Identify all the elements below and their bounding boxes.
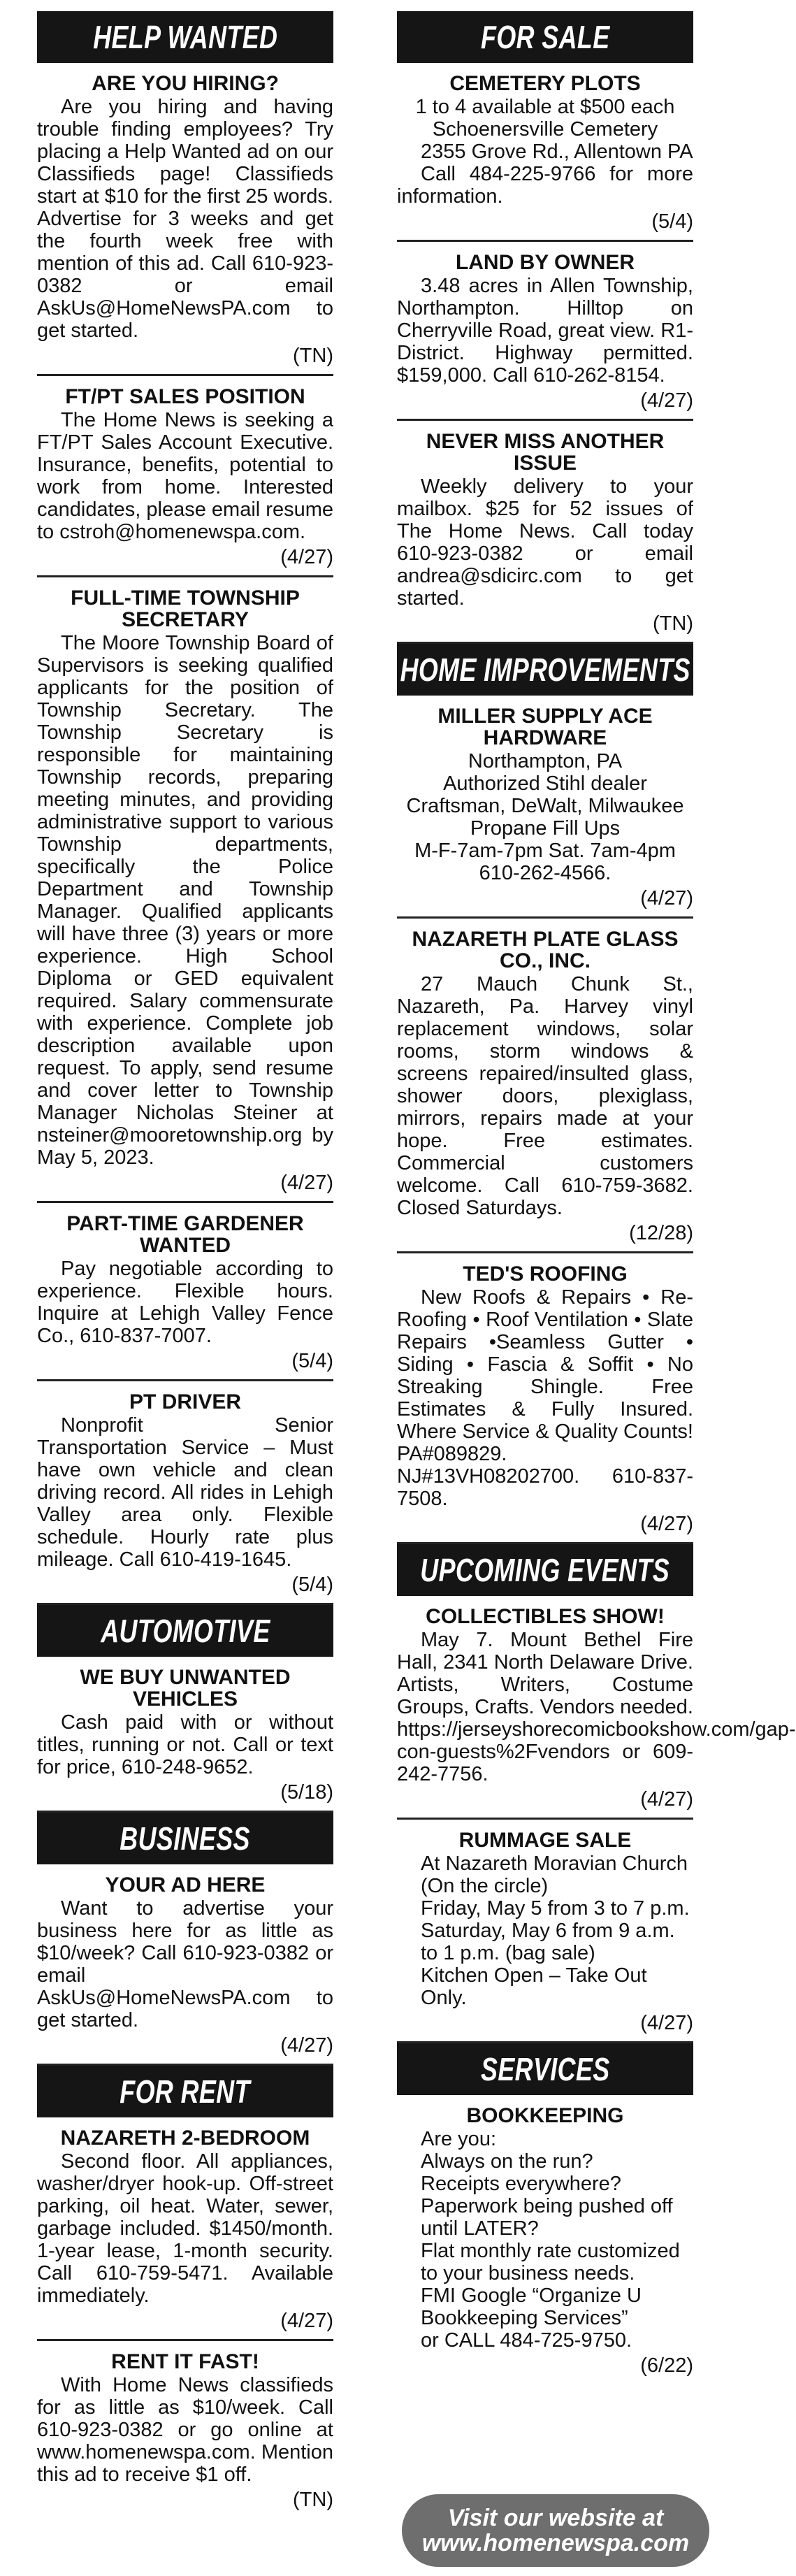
ad-date: (4/27) bbox=[640, 1788, 693, 1811]
website-badge-line1: Visit our website at bbox=[447, 2505, 664, 2531]
ad-title: YOUR AD HERE bbox=[105, 1873, 266, 1897]
ad-township-secretary bbox=[37, 577, 333, 1203]
ad-line: Northampton, PA bbox=[468, 750, 623, 772]
ad-pt-driver bbox=[37, 1381, 333, 1605]
ad-body: Second floor. All appliances, washer/dryer hook-up. Off-street parking, oil heat. Water, sewer, garbage included. $1450/month. 1-year lease, 1-month security. Call 610-759-5471. Available immediately. bbox=[37, 2150, 333, 2307]
ad-date: (4/27) bbox=[640, 1513, 693, 1535]
ad-line: Receipts everywhere? bbox=[421, 2173, 621, 2195]
ad-title: NAZARETH PLATE GLASS CO., INC. bbox=[412, 928, 679, 972]
ad-nazareth-plate-glass bbox=[397, 919, 693, 1253]
ad-sales-position bbox=[37, 376, 333, 577]
ad-line: 610-262-4566. bbox=[479, 862, 612, 884]
section-header-services: SERVICES bbox=[397, 2043, 693, 2095]
section-header-help-wanted: HELP WANTED bbox=[37, 11, 333, 63]
ad-never-miss-issue bbox=[397, 421, 693, 644]
section-header-business: BUSINESS bbox=[37, 1813, 333, 1864]
ad-body: Are you hiring and having trouble finding employees? Try placing a Help Wanted ad on our Classifieds page! Classifieds start at $10 for the first 25 words. Advertise for 3 weeks and get the fourth week free with mention of this ad. Call 610-923-0382 or email AskUs@HomeNewsPA.com to get started. bbox=[37, 96, 333, 342]
ad-body: May 7. Mount Bethel Fire Hall, 2341 North Delaware Drive. Artists, Writers, Costume Groups, Crafts. Vendors needed. https://jerseyshorecomicbookshow.com/gap-con-guests%2Fvendors or 609-242-7756. bbox=[397, 1629, 796, 1785]
section-header-home-improvements: HOME IMPROVEMENTS bbox=[397, 644, 693, 696]
ad-title: CEMETERY PLOTS bbox=[449, 72, 641, 95]
ad-line: FMI Google “Organize U Bookkeeping Services” bbox=[421, 2284, 642, 2329]
ad-line: Schoenersville Cemetery bbox=[432, 118, 658, 141]
ad-miller-supply bbox=[397, 696, 693, 919]
ad-line: Kitchen Open – Take Out Only. bbox=[421, 1964, 647, 2009]
ad-date: (5/18) bbox=[280, 1781, 333, 1804]
ad-your-ad-here bbox=[37, 1864, 333, 2066]
ad-teds-roofing bbox=[397, 1253, 693, 1544]
ad-date: (5/4) bbox=[291, 1574, 333, 1596]
ad-body: 3.48 acres in Allen Township, Northampton. Hilltop on Cherryville Road, great view. R1-District. Highway permitted. $159,000. Call 610-262-8154. bbox=[397, 275, 693, 387]
ad-line: 1 to 4 available at $500 each bbox=[415, 96, 675, 118]
ad-date: (TN) bbox=[653, 612, 693, 635]
ad-title: BOOKKEEPING bbox=[466, 2104, 624, 2127]
ad-date: (4/27) bbox=[280, 1172, 333, 1194]
ad-body: With Home News classifieds for as little as $10/week. Call 610-923-0382 or go online at www.homenewspa.com. Mention this ad to receive $1 off. bbox=[37, 2374, 333, 2486]
ad-date: (TN) bbox=[293, 345, 333, 367]
ad-date: (5/4) bbox=[291, 1350, 333, 1372]
left-column bbox=[37, 11, 333, 2518]
ad-date: (4/27) bbox=[280, 2034, 333, 2057]
ad-line: Always on the run? bbox=[421, 2150, 593, 2173]
ad-title: TED'S ROOFING bbox=[463, 1262, 628, 1286]
ad-gardener bbox=[37, 1203, 333, 1381]
ad-title: RENT IT FAST! bbox=[111, 2350, 259, 2373]
ad-title: RUMMAGE SALE bbox=[458, 1829, 632, 1852]
section-header-for-sale: FOR SALE bbox=[397, 11, 693, 63]
ad-line: Paperwork being pushed off until LATER? bbox=[421, 2195, 673, 2240]
ad-are-you-hiring bbox=[37, 63, 333, 376]
right-column bbox=[397, 11, 796, 2384]
ad-date: (4/27) bbox=[640, 887, 693, 909]
ad-line: M-F-7am-7pm Sat. 7am-4pm bbox=[414, 840, 676, 862]
ad-rent-it-fast bbox=[37, 2341, 333, 2518]
section-header-for-rent: FOR RENT bbox=[37, 2066, 333, 2117]
ad-body: The Moore Township Board of Supervisors is seeking qualified applicants for the position of Township Secretary. The Township Secretary is responsible for maintaining Township records, preparing meeting minutes, and providing administrative support to various Township departments, specifically the Police Department and Township Manager. Qualified applicants will have three (3) years or more experience. High School Diploma or GED equivalent required. Salary commensurate with experience. Complete job description available upon request. To apply, send resume and cover letter to Township Manager Nicholas Steiner at nsteiner@mooretownship.org by May 5, 2023. bbox=[37, 632, 333, 1169]
ad-title: LAND BY OWNER bbox=[455, 251, 635, 274]
ad-body: 27 Mauch Chunk St., Nazareth, Pa. Harvey vinyl replacement windows, solar rooms, storm windows & screens repaired/insulted glass, shower doors, plexiglass, mirrors, repairs made at your hope. Free estimates. Commercial customers welcome. Call 610-759-3682. Closed Saturdays. bbox=[397, 973, 693, 1219]
ad-title: NAZARETH 2-BEDROOM bbox=[60, 2127, 310, 2150]
ad-title: FULL-TIME TOWNSHIP SECRETARY bbox=[71, 587, 300, 631]
ad-date: (4/27) bbox=[640, 2012, 693, 2034]
ad-nazareth-2-bedroom bbox=[37, 2117, 333, 2341]
ad-body: Nonprofit Senior Transportation Service – Must have own vehicle and clean driving record. All rides in Lehigh Valley area only. Flexible schedule. Hourly rate plus mileage. Call 610-419-1645. bbox=[37, 1414, 333, 1571]
ad-line: Propane Fill Ups bbox=[470, 817, 621, 840]
ad-date: (6/22) bbox=[640, 2354, 693, 2377]
ad-cemetery-plots bbox=[397, 63, 693, 242]
ad-line: Authorized Stihl dealer bbox=[443, 772, 647, 795]
ad-body: The Home News is seeking a FT/PT Sales Account Executive. Insurance, benefits, potential to work from home. Interested candidates, please email resume to cstroh@homenewspa.com. bbox=[37, 409, 333, 543]
ad-rummage-sale bbox=[397, 1820, 693, 2043]
ad-land-by-owner bbox=[397, 242, 693, 421]
ad-line: Are you: bbox=[421, 2128, 496, 2150]
ad-line: Craftsman, DeWalt, Milwaukee bbox=[406, 795, 684, 817]
ad-we-buy-vehicles bbox=[37, 1657, 333, 1813]
ad-body: Pay negotiable according to experience. Flexible hours. Inquire at Lehigh Valley Fence Co., 610-837-7007. bbox=[37, 1258, 333, 1347]
ad-line: Saturday, May 6 from 9 a.m. to 1 p.m. (bag sale) bbox=[421, 1920, 675, 1964]
ad-title: MILLER SUPPLY ACE HARDWARE bbox=[437, 705, 653, 749]
section-header-upcoming-events: UPCOMING EVENTS bbox=[397, 1544, 693, 1596]
ad-title: ARE YOU HIRING? bbox=[92, 72, 279, 95]
ad-title: FT/PT SALES POSITION bbox=[65, 385, 305, 408]
ad-date: (4/27) bbox=[280, 546, 333, 568]
website-badge[interactable] bbox=[402, 2494, 709, 2567]
ad-title: WE BUY UNWANTED VEHICLES bbox=[80, 1666, 291, 1711]
ad-body: New Roofs & Repairs • Re-Roofing • Roof Ventilation • Slate Repairs •Seamless Gutter • Siding • Fascia & Soffit • No Streaking Shingle. Free Estimates & Fully Insured. Where Service & Quality Counts! PA#089829. NJ#13VH08202700. 610-837-7508. bbox=[397, 1286, 693, 1510]
ad-date: (4/27) bbox=[280, 2310, 333, 2332]
ad-collectibles-show bbox=[397, 1596, 796, 1820]
ad-body: Cash paid with or without titles, running or not. Call or text for price, 610-248-9652. bbox=[37, 1711, 333, 1778]
ad-body: Want to advertise your business here for as little as $10/week? Call 610-923-0382 or email AskUs@HomeNewsPA.com to get started. bbox=[37, 1897, 333, 2031]
ad-date: (12/28) bbox=[629, 1222, 693, 1244]
ad-title: PT DRIVER bbox=[129, 1390, 242, 1413]
ad-line: or CALL 484-725-9750. bbox=[421, 2329, 632, 2352]
ad-line: Friday, May 5 from 3 to 7 p.m. bbox=[421, 1897, 690, 1920]
ad-date: (TN) bbox=[293, 2489, 333, 2511]
ad-title: PART-TIME GARDENER WANTED bbox=[66, 1212, 304, 1257]
ad-bookkeeping bbox=[397, 2095, 693, 2384]
ad-line: At Nazareth Moravian Church (On the circle) bbox=[421, 1852, 688, 1897]
section-header-automotive: AUTOMOTIVE bbox=[37, 1605, 333, 1657]
ad-title: NEVER MISS ANOTHER ISSUE bbox=[426, 430, 665, 475]
ad-date: (4/27) bbox=[640, 389, 693, 412]
ad-line: 2355 Grove Rd., Allentown PA bbox=[421, 141, 693, 163]
website-badge-url[interactable]: www.homenewspa.com bbox=[421, 2530, 690, 2556]
ad-date: (5/4) bbox=[651, 210, 693, 233]
ad-body: Weekly delivery to your mailbox. $25 for 52 issues of The Home News. Call today 610-923-0382 or email andrea@sdicirc.com to get started. bbox=[397, 475, 693, 610]
ad-body: Call 484-225-9766 for more information. bbox=[397, 163, 693, 208]
ad-line: Flat monthly rate customized to your business needs. bbox=[421, 2240, 680, 2284]
ad-title: COLLECTIBLES SHOW! bbox=[426, 1605, 665, 1628]
